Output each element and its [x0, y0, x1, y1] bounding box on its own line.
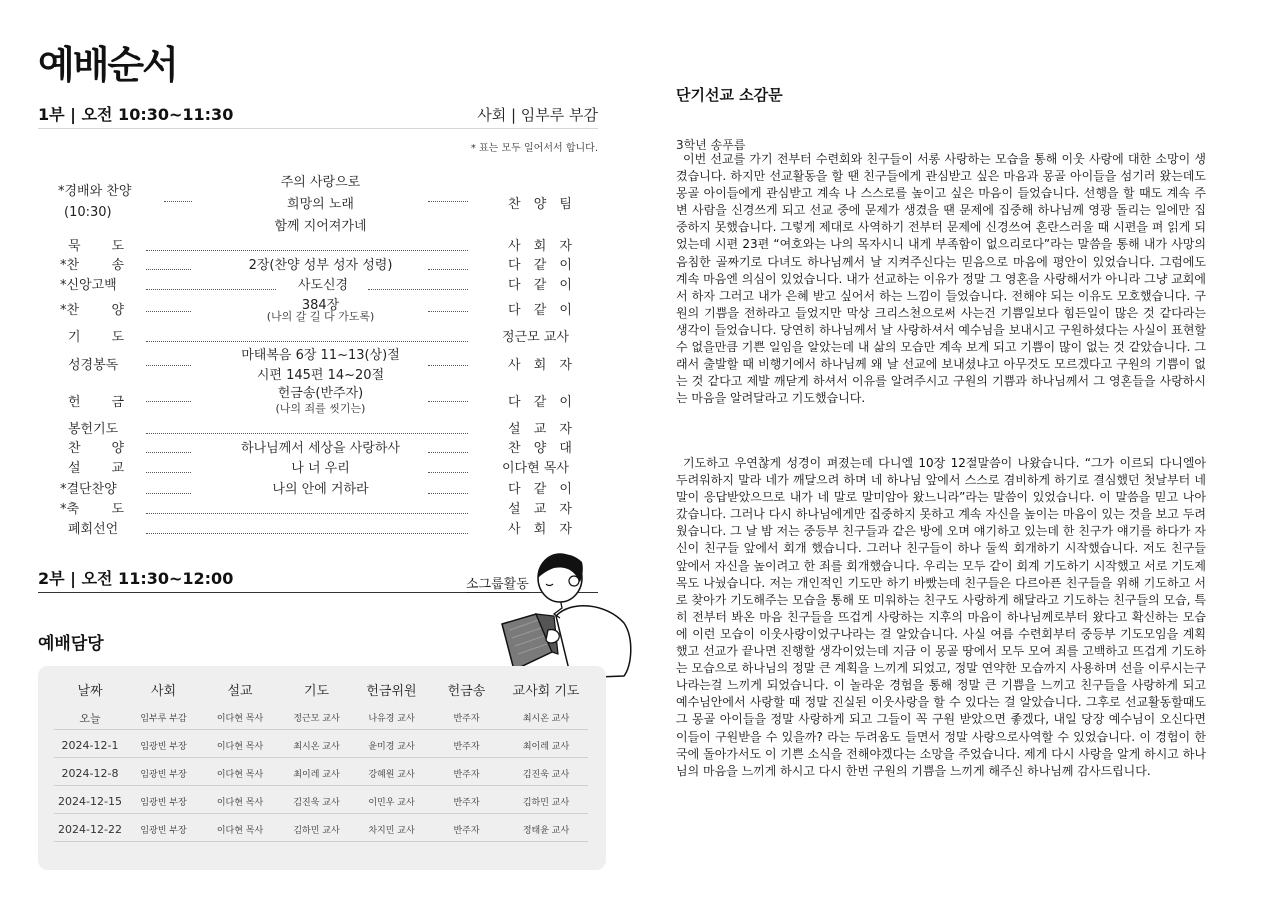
- order-label: 헌 금: [68, 395, 124, 410]
- leader-dots: [146, 254, 191, 270]
- table-cell: 나유경 교사: [368, 714, 415, 724]
- table-cell: 이다현 목사: [216, 742, 264, 752]
- leader-dots: [428, 437, 468, 453]
- essay-title: 단기선교 소감문: [676, 86, 783, 104]
- table-row: [54, 762, 588, 786]
- order-content: 희망의 노래: [287, 197, 354, 212]
- worship-order-panel: [38, 0, 606, 905]
- order-subcontent: (나의 갈 길 다 가도록): [266, 310, 375, 323]
- leader-dots: [146, 296, 191, 312]
- leader-dots: [164, 186, 192, 202]
- staff-table: [38, 666, 606, 870]
- order-label: 성경봉독: [68, 358, 119, 373]
- order-leader: 사 회 자: [508, 358, 572, 373]
- table-cell: 임광빈 부장: [140, 798, 187, 808]
- order-leader: 설 교 자: [508, 422, 572, 437]
- order-leader: 다 같 이: [508, 258, 572, 273]
- table-cell: 김진욱 교사: [522, 770, 570, 780]
- order-leader: 찬 양 팀: [508, 197, 572, 212]
- mission-testimony-panel: [676, 0, 1206, 905]
- order-label: *축 도: [60, 502, 124, 517]
- page-title: 예배순서: [38, 43, 177, 87]
- order-label-time: (10:30): [64, 205, 112, 220]
- order-content: 함께 지어져가네: [274, 219, 367, 234]
- table-row: [54, 818, 588, 842]
- column-header: 헌금송: [447, 683, 486, 699]
- part1-title: 1부 | 오전 10:30~11:30: [38, 105, 234, 124]
- column-header: 교사회 기도: [512, 683, 580, 699]
- table-cell: 오늘: [79, 711, 101, 725]
- table-cell: 김하민 교사: [522, 798, 570, 808]
- part1-presider: 사회 | 임부루 부감: [477, 106, 598, 124]
- order-content: 시편 145편 14~20절: [256, 368, 385, 383]
- leader-dots: [146, 350, 191, 366]
- order-leader: 설 교 자: [508, 502, 572, 517]
- table-cell: 차지민 교사: [368, 826, 415, 836]
- table-header: [54, 678, 588, 700]
- leader-dots: [146, 274, 276, 290]
- table-cell: 이다현 목사: [216, 770, 264, 780]
- leader-dots: [368, 274, 468, 290]
- table-cell: 임부루 부감: [140, 714, 187, 724]
- leader-dots: [428, 254, 468, 270]
- table-cell: 최이레 교사: [522, 742, 570, 752]
- table-cell: 반주자: [453, 798, 480, 808]
- table-cell: 임광빈 부장: [140, 826, 187, 836]
- leader-dots: [146, 518, 468, 534]
- leader-dots: [428, 457, 468, 473]
- table-cell: 2024-12-1: [61, 739, 119, 752]
- standing-note: * 표는 모두 일어서서 합니다.: [470, 143, 598, 154]
- table-cell: 반주자: [453, 742, 480, 752]
- table-cell: 김하민 교사: [293, 826, 340, 836]
- table-cell: 이다현 목사: [216, 714, 264, 724]
- column-header: 사회: [150, 683, 177, 699]
- order-content: 나의 안에 거하라: [272, 482, 369, 497]
- order-content: 2장(찬양 성부 성자 성령): [248, 258, 393, 273]
- order-leader: 정근모 교사: [502, 330, 569, 345]
- small-group-activity: 소그룹활동: [466, 573, 529, 593]
- column-header: 헌금위원: [366, 683, 417, 699]
- table-row: [54, 790, 588, 814]
- table-cell: 윤미경 교사: [368, 742, 415, 752]
- table-cell: 이민우 교사: [368, 798, 415, 808]
- table-cell: 2024-12-22: [58, 823, 122, 836]
- table-cell: 최시온 교사: [293, 742, 340, 752]
- order-subcontent: (나의 죄를 씻기는): [275, 402, 366, 415]
- leader-dots: [146, 478, 191, 494]
- order-content: 나 너 우리: [291, 461, 350, 476]
- table-cell: 정근모 교사: [293, 714, 340, 724]
- table-cell: 최시온 교사: [522, 714, 570, 724]
- table-cell: 강혜원 교사: [368, 770, 415, 780]
- table-cell: 2024-12-15: [58, 795, 122, 808]
- staff-title: 예배담당: [38, 634, 104, 654]
- table-cell: 이다현 목사: [216, 826, 264, 836]
- order-leader: 다 같 이: [508, 482, 572, 497]
- leader-dots: [428, 186, 468, 202]
- divider: [38, 128, 598, 129]
- order-label: 설 교: [68, 461, 124, 476]
- order-leader: 이다현 목사: [502, 461, 569, 476]
- order-leader: 사 회 자: [508, 522, 572, 537]
- table-cell: 정태윤 교사: [522, 826, 570, 836]
- table-cell: 반주자: [453, 826, 480, 836]
- order-content: 주의 사랑으로: [280, 175, 361, 190]
- table-row: [54, 706, 588, 730]
- column-header: 기도: [303, 683, 330, 699]
- order-content: 하나님께서 세상을 사랑하사: [241, 441, 400, 456]
- table-cell: 2024-12-8: [61, 767, 119, 780]
- part2-title: 2부 | 오전 11:30~12:00: [38, 569, 234, 588]
- leader-dots: [146, 235, 468, 251]
- leader-dots: [146, 498, 468, 514]
- table-cell: 반주자: [453, 714, 480, 724]
- table-cell: 반주자: [453, 770, 480, 780]
- part1-header: [38, 102, 598, 125]
- table-cell: 김진욱 교사: [293, 798, 340, 808]
- leader-dots: [146, 418, 468, 434]
- leader-dots: [146, 386, 191, 402]
- order-leader: 다 같 이: [508, 395, 572, 410]
- leader-dots: [428, 350, 468, 366]
- order-label: 폐회선언: [68, 522, 119, 537]
- order-label: *결단찬양: [60, 482, 117, 497]
- table-row: [54, 734, 588, 758]
- order-leader: 다 같 이: [508, 278, 572, 293]
- leader-dots: [428, 478, 468, 494]
- order-label: *신앙고백: [60, 278, 117, 293]
- reading-person-illustration: [496, 548, 636, 683]
- column-header: 설교: [227, 683, 253, 699]
- leader-dots: [428, 296, 468, 312]
- essay-author: 3학년 송푸름: [676, 138, 746, 152]
- essay-paragraph: 이번 선교를 가기 전부터 수련회와 친구들이 서롱 사랑하는 모습을 통해 이웃 사랑에 대한 소망이 생겼습니다. 하지만 선교활동을 할 땐 친구들에게 관심받고 싶은 마음과 몽골 아이들을 섬기러 왔는데도 몽골 아이들에게 관심받고 계속 나 스스로를 높이고 싶은 마음이 들었습니다. 선행을 할 때도 계속 주변 사람을 신경쓰게 되고 선교 중에 문제가 생겼을 땐 문제에 집중해 하나님께 영광 돌리는 일에만 집중하지 못했습니다. 그렇게 제대로 사역하기 전부터 문제에 신경쓰여 혼란스러울 때 시편을 펴 읽게 되었는데 시편 23편 “여호와는 나의 목자시니 내게 부족함이 없으리로다”라는 말씀을 통해 내가 사망의 음침한 골짜기로 다녀도 하나님께서 날 지켜주신다는 믿음으로 마음에 평안이 있었습니다. 그럼에도 계속 마음엔 의심이 있었습니다. 내가 선교하는 이유가 정말 그 영혼을 사랑해서가 아니라 그냥 교회에서 하자 그러고 내가 은혜 받고 싶어서 하는 느낌이 들었습니다. 전해야 되는 이유도 모호했습니다. 구원의 기쁨을 전하라고 들었지만 막상 크리스천으로써 사는건 기쁨일보다 힘든일이 많은 것 같다라는 생각이 들었습니다. 당연히 하나님께서 날 사랑하셔서 예수님을 보내시고 구원하셨다는 사실이 표현할 수 없을만큼 기쁜 일임을 알았는데 내 삶의 모습만 계속 보게 되고 기쁨이 많이 없는 것 같았습니다. 그래서 출발할 때 비행기에서 하나님께 왜 날 선교에 보내셨냐고 아무것도 모르겠다고 구원의 기쁨이 없는 것 같다고 제발 깨닫게 하셔서 이유를 알려주시고 구원의 기쁨과 하나님께서 그 영혼들을 사랑하시는 마음을 알려달라고 기도했습니다.: [676, 152, 1206, 406]
- order-label: *찬 양: [60, 303, 124, 318]
- column-header: 날짜: [77, 683, 103, 699]
- table-cell: 임광빈 부장: [140, 742, 187, 752]
- leader-dots: [146, 457, 191, 473]
- order-content: 사도신경: [297, 278, 349, 293]
- order-leader: 찬 양 대: [508, 441, 572, 456]
- order-label: *경배와 찬양: [58, 184, 132, 199]
- order-content: 마태복음 6장 11~13(상)절: [241, 348, 400, 363]
- order-content: 헌금송(반주자): [277, 386, 364, 401]
- order-content: 384장: [301, 298, 340, 313]
- order-leader: 다 같 이: [508, 303, 572, 318]
- table-cell: 임광빈 부장: [140, 770, 187, 780]
- essay-paragraph: 기도하고 우연찮게 성경이 펴졌는데 다니엘 10장 12절말씀이 나왔습니다. “그가 이르되 다니엘아 두려워하지 말라 네가 깨달으려 하며 네 하나님 앞에서 스스로 겸비하게 하기로 결심했던 첫날부터 네 말이 응답받았으므로 내가 네 말로 말미암아 왔느니라”라는 말씀이 있었습니다. 이 말씀을 믿고 나아갔습니다. 그러나 다시 하나님에게만 집중하지 못하고 계속 자신을 높이는 마음이 있는 것을 보고 두려웠습니다. 그 날 밤 저는 중등부 친구들과 같은 방에 오며 얘기하고 있는데 한 친구가 얘기를 하다가 자신이 친구들 앞에서 회개 했습니다. 그러나 친구들이 하나 둘씩 회개하기 시작했습니다. 저도 친구들 앞에서 자신을 높이려고 한 죄를 회개했습니다. 우리는 모두 같이 회계 기도하기 시작했고 서로 기도제목도 나눴습니다. 저는 개인적인 기도만 하기 바빴는데 친구들은 다르아픈 친구들을 위해 기도하고 서로 찾아가 기도해주는 모습을 통해 또 미워하는 친구도 사랑하게 해달라고 기도하는 친구들의 모습, 특히 전부터 봐온 마음 친구들을 뜨겁게 사랑하는 지후의 마음이 하나님께로부터 왔다고 확신하는 모습에 이런 모습이 이웃사랑이었구나라는 걸 알았습니다. 사실 여름 수련회부터 중등부 기도모임을 계획했고 선교가 끝나면 진행할 생각이었는데 지금 이 몽골 땅에서 모두 모여 죄를 고백하고 뜨겁게 기도하는 모습으로 하나님의 정말 큰 계획을 느끼게 되었고, 정말 연약한 모습까지 사용하며 선을 이루시는구나라는걸 느끼게 되었습니다. 이 놀라운 경험을 통해 정말 큰 기쁨을 느끼고 친구들을 사랑하게 되고 예수님안에서 사랑할 때 정말 진실된 이웃사랑을 할 수 있다는 걸 알았습니다. 그후로 선교활동할때도 그 몽골 아이들을 정말 사랑하게 되고 그들이 꼭 구원 받았으면 좋겠다, 내일 당장 예수님이 오신다면 이들이 구원받을 수 있을까? 라는 두려움도 들면서 정말 사랑으로사역할 수 있었습니다. 이 경험이 한국에 돌아가서도 이 기쁜 소식을 전해야겠다는 소망을 주었습니다. 제게 다시 사랑을 알게 하시고 하나님의 마음을 느끼게 하시고 다시 한번 구원의 기쁨을 느끼게 해주신 하나님께 감사드립니다.: [676, 456, 1206, 778]
- order-label: *찬 송: [60, 258, 124, 273]
- table-cell: 이다현 목사: [216, 798, 264, 808]
- order-label: 묵 도: [68, 239, 124, 254]
- table-cell: 최이레 교사: [293, 770, 340, 780]
- leader-dots: [146, 326, 468, 342]
- order-label: 기 도: [68, 330, 124, 345]
- leader-dots: [146, 437, 191, 453]
- order-label: 봉헌기도: [68, 422, 119, 437]
- order-leader: 사 회 자: [508, 239, 572, 254]
- order-label: 찬 양: [68, 441, 124, 456]
- leader-dots: [428, 386, 468, 402]
